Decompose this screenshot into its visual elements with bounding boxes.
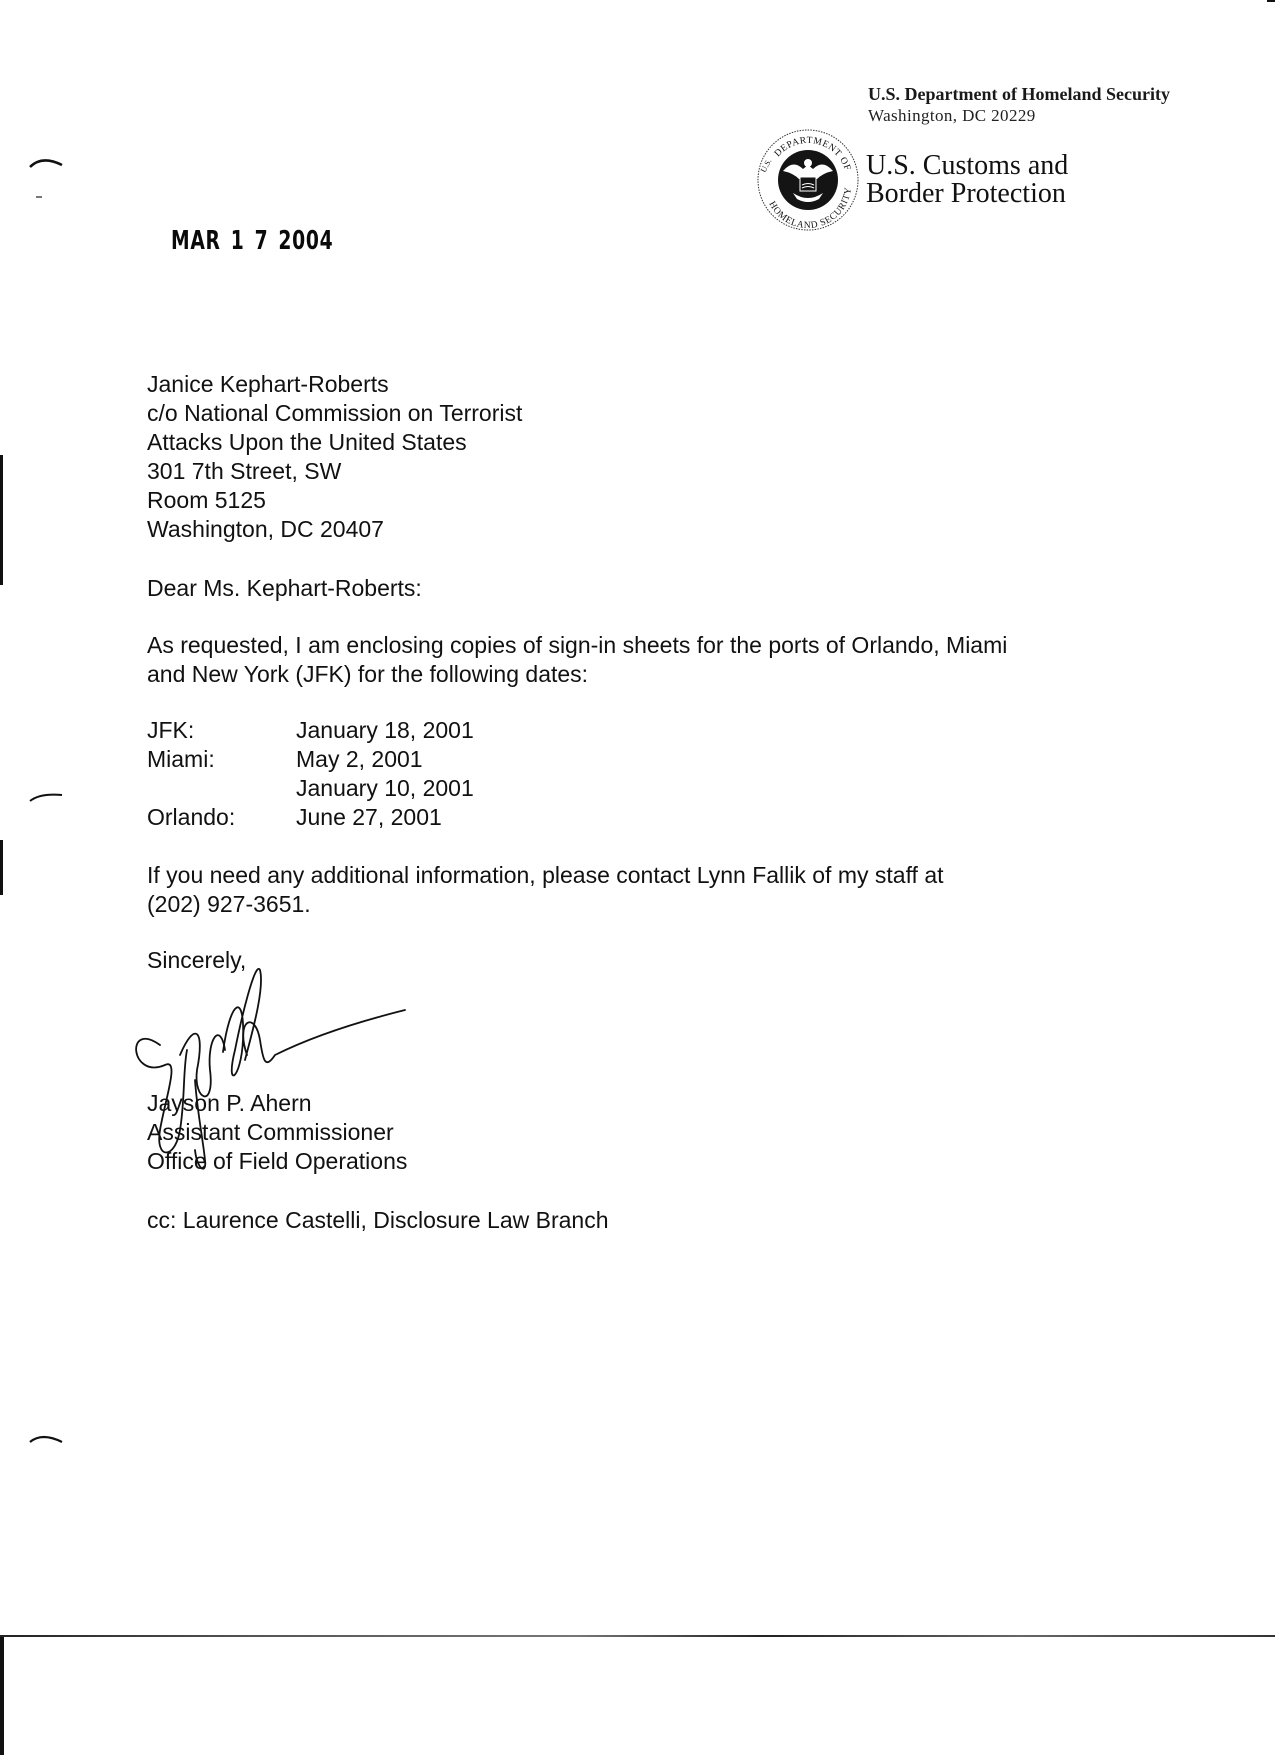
port-date: January 10, 2001 xyxy=(296,775,474,801)
recipient-street: 301 7th Street, SW xyxy=(147,458,342,484)
closing: Sincerely, xyxy=(147,947,247,973)
agency-name xyxy=(866,152,1068,208)
recipient-city: Washington, DC 20407 xyxy=(147,516,384,542)
department-address: Washington, DC 20229 xyxy=(868,106,1036,125)
svg-text:U.S.: U.S. xyxy=(758,157,774,174)
signer-block xyxy=(147,1089,407,1176)
port-date: May 2, 2001 xyxy=(296,746,423,772)
punch-hole-mark-icon xyxy=(28,1430,68,1446)
agency-name-line1: U.S. Customs and xyxy=(866,150,1069,181)
svg-text:HOMELAND SECURITY: HOMELAND SECURITY xyxy=(766,186,855,232)
port-date: January 18, 2001 xyxy=(296,717,474,743)
date-stamp-month: MAR xyxy=(171,226,221,256)
punch-hole-mark-icon xyxy=(28,155,68,171)
paragraph-line: As requested, I am enclosing copies of sign-in sheets for the ports of Orlando, Miami xyxy=(147,632,1008,658)
salutation: Dear Ms. Kephart-Roberts: xyxy=(147,575,422,601)
recipient-address xyxy=(147,370,522,544)
body-paragraph-2 xyxy=(147,861,944,919)
scan-speck xyxy=(36,196,42,198)
date-stamp-day-tens: 1 xyxy=(230,226,245,256)
port-date-row xyxy=(147,745,474,774)
port-date: June 27, 2001 xyxy=(296,804,442,830)
punch-hole-mark-icon xyxy=(28,789,68,805)
port-date-row xyxy=(147,774,474,803)
scan-page-edge-line xyxy=(0,1635,1275,1637)
signer-name: Jayson P. Ahern xyxy=(147,1090,312,1116)
body-paragraph-1 xyxy=(147,631,1007,689)
cc-line: cc: Laurence Castelli, Disclosure Law Branch xyxy=(147,1207,609,1233)
recipient-org-line2: Attacks Upon the United States xyxy=(147,429,467,455)
scan-edge-mark xyxy=(0,840,3,895)
port-label: Orlando: xyxy=(147,804,236,830)
scan-edge-mark xyxy=(0,1636,4,1755)
signer-title: Assistant Commissioner xyxy=(147,1119,394,1145)
dhs-seal-icon xyxy=(753,127,863,233)
port-dates-list xyxy=(147,716,474,832)
recipient-room: Room 5125 xyxy=(147,487,266,513)
agency-name-line2: Border Protection xyxy=(866,178,1066,209)
port-label: JFK: xyxy=(147,717,195,743)
department-name: U.S. Department of Homeland Security xyxy=(868,84,1170,104)
port-label: Miami: xyxy=(147,746,215,772)
paragraph-line: If you need any additional information, please contact Lynn Fallik of my staff at xyxy=(147,862,944,888)
port-label xyxy=(147,774,296,803)
paragraph-line: and New York (JFK) for the following dates: xyxy=(147,661,589,687)
svg-text:DEPARTMENT OF: DEPARTMENT OF xyxy=(772,135,853,173)
recipient-org-line1: c/o National Commission on Terrorist xyxy=(147,400,523,426)
date-stamp-year: 2004 xyxy=(278,226,334,256)
port-date-row xyxy=(147,803,474,832)
port-date-row xyxy=(147,716,474,745)
scan-edge-mark xyxy=(0,455,3,585)
scan-edge-mark xyxy=(1267,0,1275,2)
date-stamp xyxy=(171,226,333,256)
recipient-name: Janice Kephart-Roberts xyxy=(147,371,389,397)
signer-office: Office of Field Operations xyxy=(147,1148,408,1174)
date-stamp-day-ones: 7 xyxy=(254,226,269,256)
paragraph-line: (202) 927-3651. xyxy=(147,891,311,917)
